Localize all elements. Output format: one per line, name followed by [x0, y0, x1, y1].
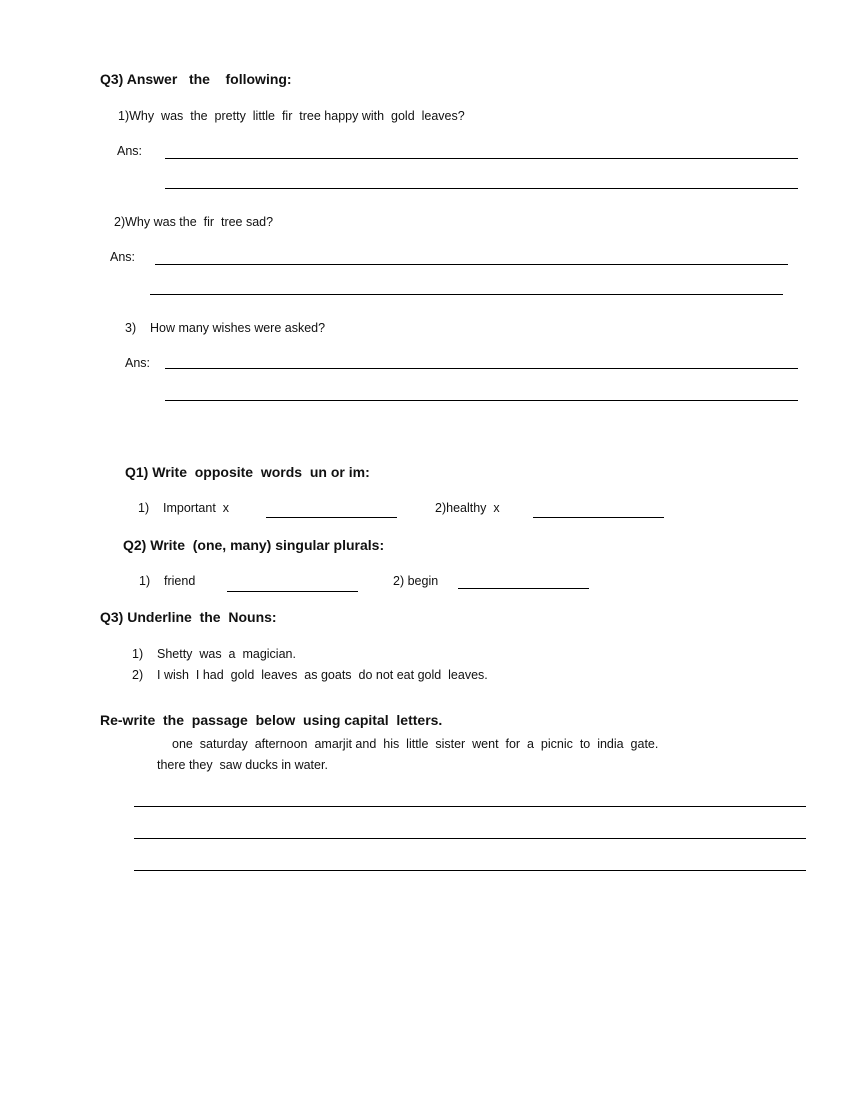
question-3: How many wishes were asked? [150, 321, 326, 335]
answer-line[interactable] [150, 294, 783, 295]
answer-line[interactable] [165, 368, 798, 369]
item-number: 1) [138, 501, 150, 515]
section-heading-rewrite: Re-write the passage below using capital letters. [100, 712, 443, 728]
opposite-blank-1[interactable] [266, 517, 397, 518]
plural-word-1: friend [164, 574, 196, 588]
noun-sentence-1: Shetty was a magician. [157, 647, 296, 661]
answer-label: Ans: [125, 356, 151, 370]
answer-line[interactable] [155, 264, 788, 265]
writing-line[interactable] [134, 806, 806, 807]
section-heading-nouns: Q3) Underline the Nouns: [100, 609, 277, 625]
passage-line-1: one saturday afternoon amarjit and his little sister went for a picnic to india gate. [172, 737, 659, 751]
plural-blank-2[interactable] [458, 588, 589, 589]
answer-label: Ans: [117, 144, 143, 158]
answer-line[interactable] [165, 158, 798, 159]
section-heading-opposites: Q1) Write opposite words un or im: [125, 464, 370, 480]
item-number: 1) [132, 647, 144, 661]
section-heading-plurals: Q2) Write (one, many) singular plurals: [123, 537, 385, 553]
question-2: 2)Why was the fir tree sad? [114, 215, 274, 229]
question-1: 1)Why was the pretty little fir tree happy with gold leaves? [118, 109, 465, 123]
writing-line[interactable] [134, 870, 806, 871]
opposite-word-2: 2)healthy x [435, 501, 500, 515]
noun-sentence-2: I wish I had gold leaves as goats do not eat gold leaves. [157, 668, 488, 682]
item-number: 1) [139, 574, 151, 588]
item-number: 2) [132, 668, 144, 682]
passage-line-2: there they saw ducks in water. [157, 758, 328, 772]
answer-line[interactable] [165, 188, 798, 189]
opposite-blank-2[interactable] [533, 517, 664, 518]
answer-label: Ans: [110, 250, 136, 264]
plural-word-2: 2) begin [393, 574, 439, 588]
question-3-number: 3) [125, 321, 137, 335]
writing-line[interactable] [134, 838, 806, 839]
answer-line[interactable] [165, 400, 798, 401]
opposite-word-1: Important x [163, 501, 229, 515]
plural-blank-1[interactable] [227, 591, 358, 592]
section-heading-answer: Q3) Answer the following: [100, 71, 292, 87]
